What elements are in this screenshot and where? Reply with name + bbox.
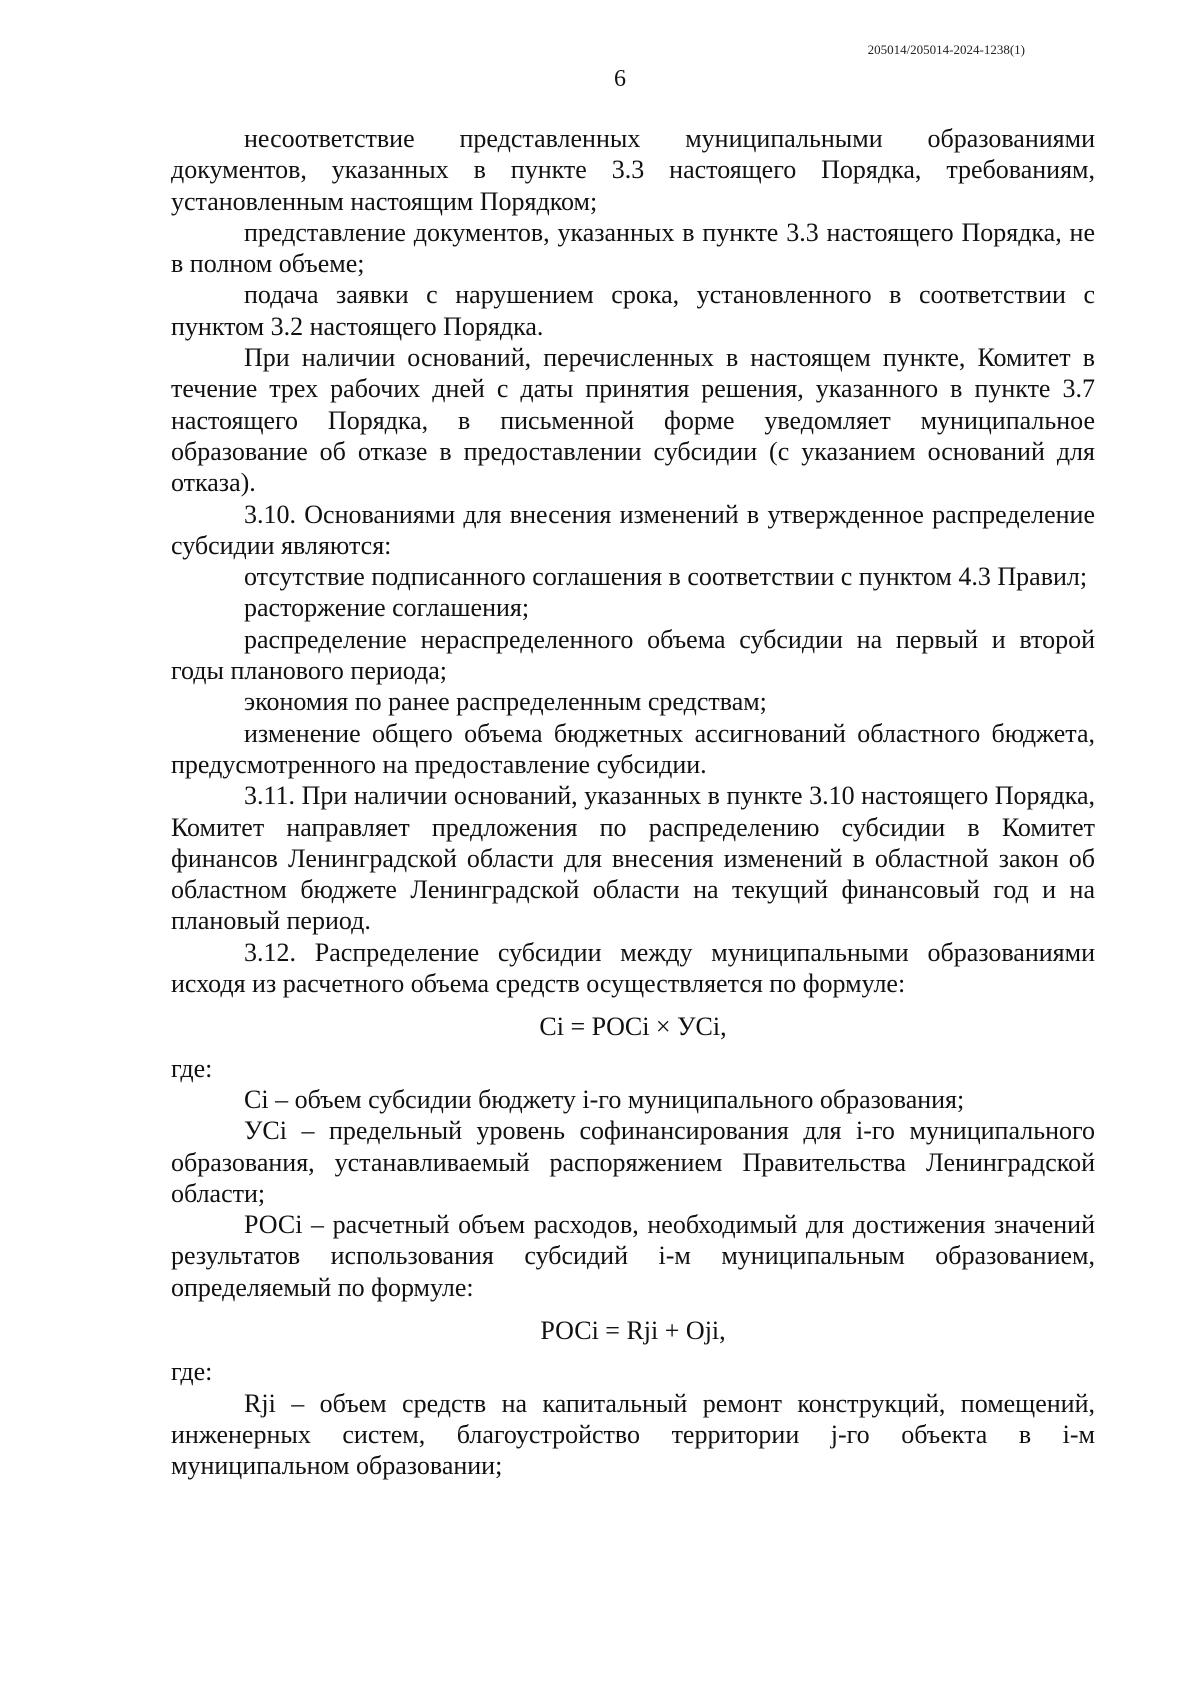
paragraph: расторжение соглашения; [244,593,530,623]
where-label: где: [171,1053,213,1083]
paragraph: изменение общего объема бюджетных ассигнований областного бюджета, предусмотренного на предоставление субсидии. [171,718,1095,779]
paragraph: отсутствие подписанного соглашения в соответствии с пунктом 4.3 Правил; [244,562,1088,592]
document-body [171,123,1095,1481]
paragraph: распределение нераспределенного объема субсидии на первый и второй годы планового периода; [171,624,1095,686]
paragraph: представление документов, указанных в пункте 3.3 настоящего Порядка, не в полном объеме; [171,217,1095,279]
paragraph: 3.11. При наличии оснований, указанных в пункте 3.10 настоящего Порядка, Комитет направляет предложения по распределению субсидии в Комитет финансов Ленинградской области для внесения изменений в областной закон об областном бюджете Ленинградской области на текущий финансовый год и на плановый период. [171,781,1095,936]
paragraph: Ci – объем субсидии бюджету i-го муниципального образования; [244,1084,965,1114]
document-id: 205014/205014-2024-1238(1) [867,42,1025,57]
paragraph: экономия по ранее распределенным средствам; [244,687,767,717]
page-number: 6 [614,66,626,92]
paragraph: 3.12. Распределение субсидии между муниципальными образованиями исходя из расчетного объема средств осуществляется по формуле: [171,937,1095,999]
paragraph: несоответствие представленных муниципальными образованиями документов, указанных в пункте 3.3 настоящего Порядка, требованиям, установленным настоящим Порядком; [171,124,1095,216]
paragraph: 3.10. Основаниями для внесения изменений в утвержденное распределение субсидии являются: [171,499,1095,560]
paragraph: РОСi – расчетный объем расходов, необходимый для достижения значений результатов использования субсидий i-м муниципальным образованием, определяемый по формуле: [171,1210,1095,1302]
paragraph: подача заявки с нарушением срока, установленного в соответствии с пунктом 3.2 настоящего Порядка. [171,280,1095,341]
paragraph: При наличии оснований, перечисленных в настоящем пункте, Комитет в течение трех рабочих дней с даты принятия решения, указанного в пункте 3.7 настоящего Порядка, в письменной форме уведомляет муниципальное образование об отказе в предоставлении субсидии (с указанием оснований для отказа). [171,343,1095,498]
formula: РОСi = Rji + Oji, [540,1315,726,1345]
where-label: где: [171,1357,213,1387]
paragraph: Rji – объем средств на капитальный ремонт конструкций, помещений, инженерных систем, благоустройство территории j-го объекта в i-м муниципальном образовании; [171,1388,1095,1481]
formula: Ci = POCi × УСi, [539,1012,727,1042]
paragraph: УСi – предельный уровень софинансирования для i-го муниципального образования, устанавливаемый распоряжением Правительства Ленинградской области; [171,1116,1095,1208]
